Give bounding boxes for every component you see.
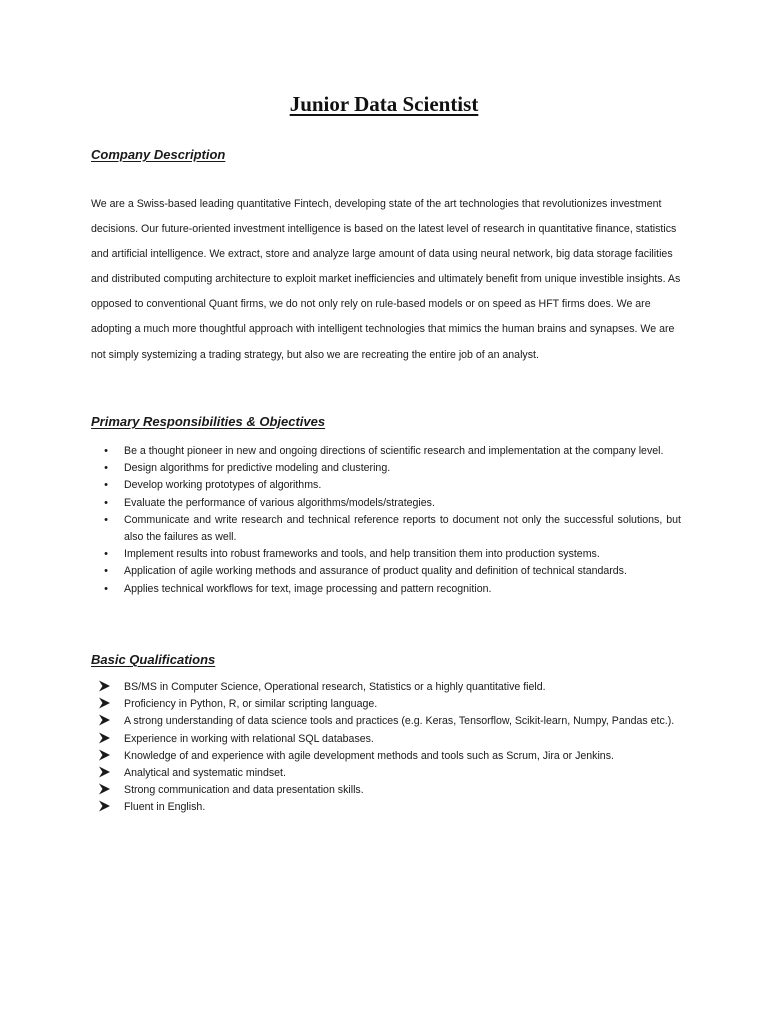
list-item-text: Application of agile working methods and assurance of product quality and definition of technical standards. (124, 565, 627, 578)
list-item (91, 696, 681, 713)
list-item-text: Experience in working with relational SQL databases. (124, 732, 374, 745)
responsibilities-list (91, 443, 681, 598)
list-item (91, 782, 681, 799)
arrowhead-bullet-icon (98, 732, 112, 744)
list-item (91, 512, 681, 546)
bullet-dot-icon: • (104, 462, 108, 475)
list-item-text: Be a thought pioneer in new and ongoing directions of scientific research and implementation at the company level. (124, 445, 664, 457)
list-item-text: Develop working prototypes of algorithms. (124, 479, 322, 492)
list-item (91, 581, 681, 598)
qualifications-heading: Basic Qualifications (91, 652, 216, 667)
document-title: Junior Data Scientist (289, 92, 479, 116)
list-item-text: A strong understanding of data science tools and practices (e.g. Keras, Tensorflow, Scikit-learn, Numpy, Pandas etc.). (124, 715, 675, 728)
arrowhead-bullet-icon (98, 800, 112, 812)
list-item-text: Proficiency in Python, R, or similar scripting language. (124, 698, 378, 711)
bullet-dot-icon: • (104, 565, 108, 578)
qualifications-list (91, 679, 681, 817)
list-item (91, 731, 681, 748)
list-item-text: BS/MS in Computer Science, Operational research, Statistics or a highly quantitative field. (124, 681, 546, 693)
list-item-text: Design algorithms for predictive modeling and clustering. (124, 462, 391, 475)
bullet-dot-icon: • (104, 479, 108, 492)
arrowhead-bullet-icon (98, 766, 112, 778)
list-item-text: Implement results into robust frameworks and tools, and help transition them into production systems. (124, 548, 600, 561)
list-item (91, 765, 681, 782)
list-item (91, 748, 681, 765)
list-item (91, 460, 681, 477)
list-item-text: Knowledge of and experience with agile development methods and tools such as Scrum, Jira or Jenkins. (124, 749, 614, 762)
list-item-text: Analytical and systematic mindset. (124, 767, 286, 780)
list-item (91, 713, 681, 730)
list-item (91, 495, 681, 512)
list-item-text: Strong communication and data presentation skills. (124, 784, 364, 797)
list-item (91, 546, 681, 563)
list-item (91, 477, 681, 494)
bullet-dot-icon: • (104, 582, 108, 595)
bullet-dot-icon: • (104, 548, 108, 561)
arrowhead-bullet-icon (98, 697, 112, 709)
responsibilities-heading: Primary Responsibilities & Objectives (91, 414, 326, 429)
arrowhead-bullet-icon (98, 714, 112, 726)
arrowhead-bullet-icon (98, 749, 112, 761)
list-item-text: Fluent in English. (124, 801, 206, 814)
list-item (91, 799, 681, 816)
list-item-text: Applies technical workflows for text, image processing and pattern recognition. (124, 582, 492, 595)
arrowhead-bullet-icon (98, 680, 112, 692)
bullet-dot-icon: • (104, 513, 108, 526)
bullet-dot-icon: • (104, 496, 108, 509)
list-item (91, 679, 681, 696)
bullet-dot-icon: • (104, 445, 108, 457)
list-item (91, 563, 681, 580)
company-description-paragraph: We are a Swiss-based leading quantitative Fintech, developing state of the art technologies that revolutionizes investment decisions. Our future-oriented investment intelligence is based on the latest level of research in quantitative finance, statistics and artificial intelligence. We extract, store and analyze large amount of data using neural network, big data storage facilities and distributed computing architecture to exploit market inefficiencies and ultimately benefit from unique investible insights. As opposed to conventional Quant firms, we do not only rely on rule-based models or on speed as HFT firms does. We are adopting a much more thoughtful approach with intelligent technologies that mimics the human brains and synapses. We are not simply systemizing a trading strategy, but also we are recreating the entire job of an analyst. (91, 198, 681, 361)
company-description-heading: Company Description (91, 147, 226, 162)
list-item (91, 443, 681, 460)
arrowhead-bullet-icon (98, 783, 112, 795)
list-item-text: Evaluate the performance of various algorithms/models/strategies. (124, 496, 435, 509)
list-item-text: Communicate and write research and technical reference reports to document not only the successful solutions, but also the failures as well. (124, 513, 681, 544)
